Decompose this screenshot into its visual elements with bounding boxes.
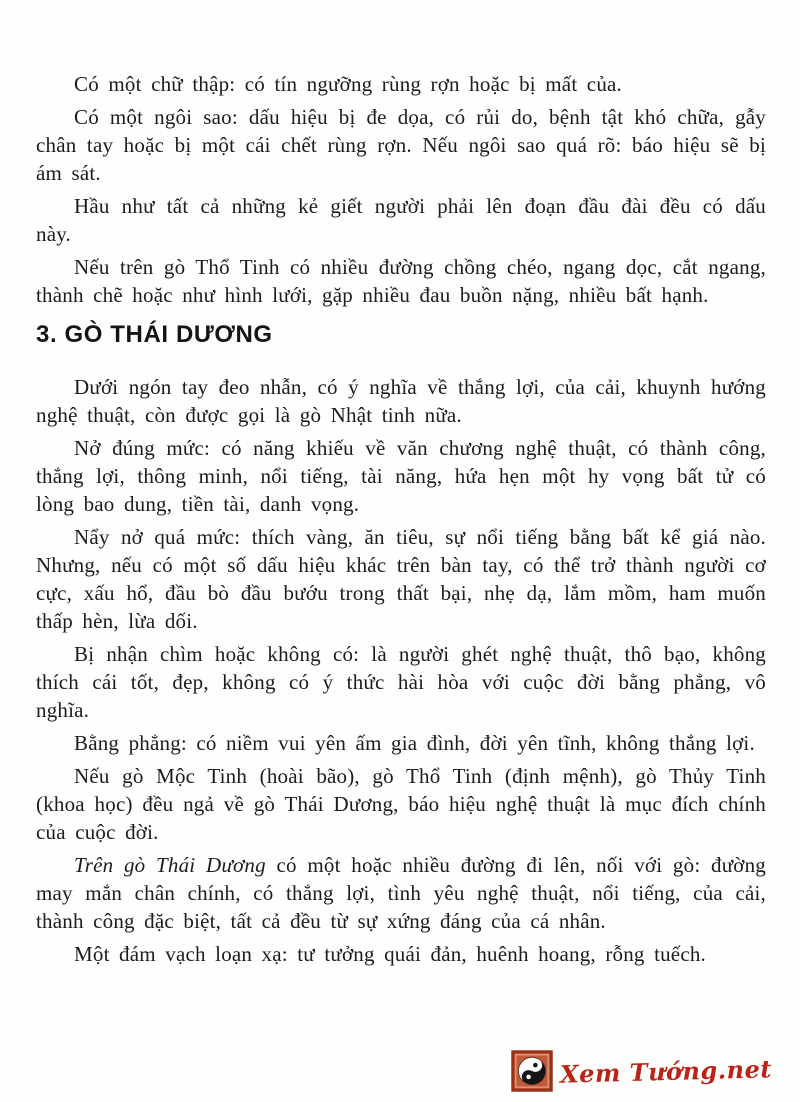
paragraph: Nếu trên gò Thổ Tinh có nhiều đường chồng chéo, ngang dọc, cắt ngang, thành chẽ hoặc như hình lưới, gặp nhiều đau buồn nặng, nhiều bất hạnh. xyxy=(36,255,766,307)
page-text xyxy=(36,70,766,973)
paragraph: Một đám vạch loạn xạ: tư tưởng quái đản, huênh hoang, rỗng tuếch. xyxy=(74,942,706,966)
paragraph: Hầu như tất cả những kẻ giết người phải lên đoạn đầu đài đều có dấu này. xyxy=(36,194,766,246)
paragraph: Nẩy nở quá mức: thích vàng, ăn tiêu, sự nổi tiếng bằng bất kể giá nào. Nhưng, nếu có một số dấu hiệu khác trên bàn tay, có thể trở thành người cơ cực, xấu hổ, đầu bò đầu bướu trong thất bại, nhẹ dạ, lắm mồm, ham muốn thấp hèn, lừa dối. xyxy=(36,525,766,633)
watermark-site-name: Xem Tướng.net xyxy=(559,1053,773,1089)
watermark-link[interactable] xyxy=(511,1050,772,1092)
section-heading: 3. GÒ THÁI DƯƠNG xyxy=(36,321,273,348)
paragraph xyxy=(36,851,766,935)
paragraph: Dưới ngón tay đeo nhẫn, có ý nghĩa về thắng lợi, của cải, khuynh hướng nghệ thuật, còn được gọi là gò Nhật tinh nữa. xyxy=(36,375,766,427)
italic-lead: Trên gò Thái Dương xyxy=(74,853,266,877)
paragraph: Nở đúng mức: có năng khiếu về văn chương nghệ thuật, có thành công, thắng lợi, thông minh, nổi tiếng, tài năng, hứa hẹn một hy vọng bất tử có lòng bao dung, tiền tài, danh vọng. xyxy=(36,436,766,516)
paragraph: Có một ngôi sao: dấu hiệu bị đe dọa, có rủi do, bệnh tật khó chữa, gẫy chân tay hoặc bị một cái chết rùng rợn. Nếu ngôi sao quá rõ: báo hiệu sẽ bị ám sát. xyxy=(36,105,766,185)
paragraph: Bằng phẳng: có niềm vui yên ấm gia đình, đời yên tĩnh, không thắng lợi. xyxy=(74,731,755,755)
paragraph: Nếu gò Mộc Tinh (hoài bão), gò Thổ Tinh (định mệnh), gò Thủy Tinh (khoa học) đều ngả về gò Thái Dương, báo hiệu nghệ thuật là mục đích chính của cuộc đời. xyxy=(36,764,766,844)
paragraph: Bị nhận chìm hoặc không có: là người ghét nghệ thuật, thô bạo, không thích cái tốt, đẹp, không có ý thức hài hòa với cuộc đời bằng phẳng, vô nghĩa. xyxy=(36,642,766,722)
paragraph-text: có một hoặc nhiều đường đi lên, nối với gò: đường may mắn chân chính, có thắng lợi, tình yêu nghệ thuật, nổi tiếng, của cải, thành công đặc biệt, tất cả đều từ sự xứng đáng của cá nhân. xyxy=(36,853,766,933)
paragraph: Có một chữ thập: có tín ngưỡng rùng rợn hoặc bị mất của. xyxy=(74,72,622,96)
yin-yang-icon xyxy=(511,1050,553,1092)
